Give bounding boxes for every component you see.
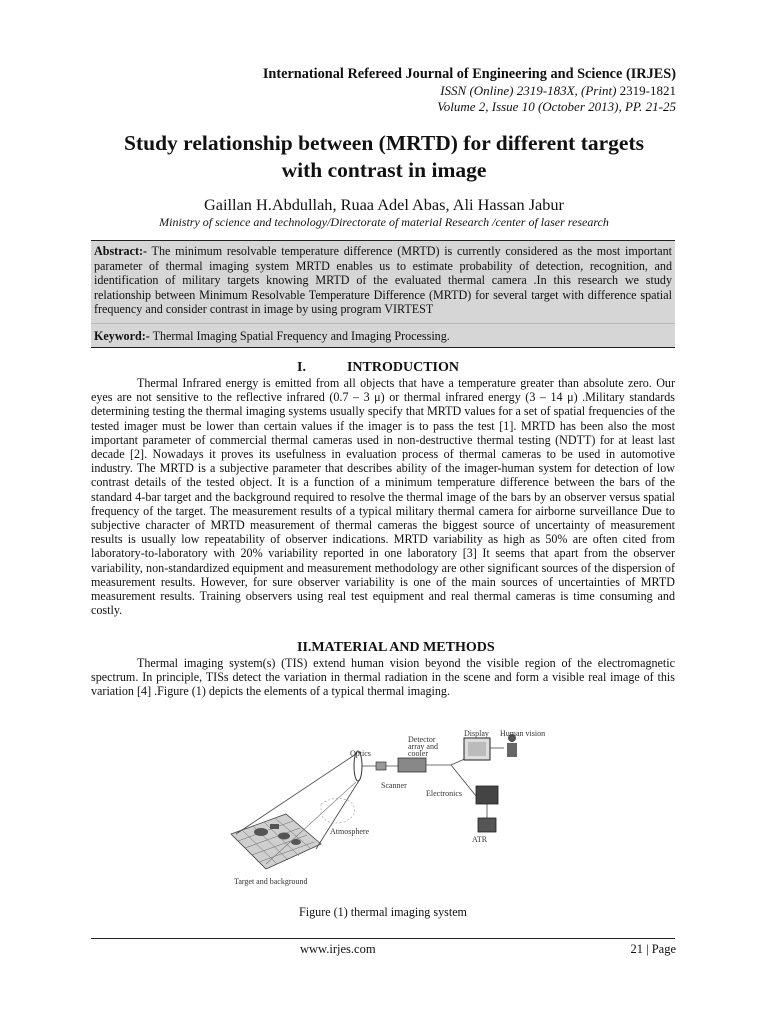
section-number: I.	[297, 360, 306, 375]
atr-box	[478, 818, 496, 832]
introduction-paragraph: Thermal Infrared energy is emitted from all objects that have a temperature greater than absolute zero. Our eyes are not sensitive to the reflective infrared (0.7 – 3 μ) or thermal infrared energy (3 – 14 μ) .Military standards determining testing the thermal imaging systems usually specify that MRTD values for a set of spatial frequencies of the tested imager must be lower than certain values if the imager is to pass the test [1]. MRTD has been also the most important parameter of commercial thermal cameras used in non-destructive thermal testing (NDTT) for at least last decade [2]. Nowadays it proves its usefulness in evaluation process of thermal cameras to be used in automotive industry. The MRTD is a subjective parameter that describes ability of the imager-human system for detection of low contrast details of the tested object. It is a function of a minimum temperature difference between the bars of the standard 4-bar target and the background required to resolve the thermal image of the bars by an observer versus spatial frequency of the target. The measurement results of a typical military thermal camera for airborne surveillance Due to subjective character of MRTD measurement of thermal cameras the biggest source of uncertainty of measurement results is usually low repeatability of observer indications. MRTD variability as high as 50% are often cited from laboratory-to-laboratory with 20% variability reported in one laboratory [3] It seems that apart from the observer variability, non-standardized equipment and measurement methodology are other significant sources of the dispersion of measurement results. However, for sure observer variability is one of the main sources of uncertainties of MRTD measurement results. Training observers using real test equipment and real thermal cameras is time consuming and costly.	[91, 376, 675, 618]
volume-line: Volume 2, Issue 10 (October 2013), PP. 21-25	[437, 99, 676, 114]
title-line-1: Study relationship between (MRTD) for different targets	[124, 131, 644, 155]
issn-print: 2319-1821	[619, 83, 676, 98]
label-atmosphere: Atmosphere	[330, 827, 370, 836]
label-display: Display	[464, 729, 489, 738]
issn-online: ISSN (Online) 2319-183X, (Print)	[440, 83, 617, 98]
footer-divider	[91, 938, 675, 939]
figure-caption: Figure (1) thermal imaging system	[299, 905, 467, 919]
keyword-divider	[91, 323, 675, 324]
abstract-label: Abstract:-	[94, 244, 148, 258]
journal-header	[263, 66, 676, 115]
journal-name: International Refereed Journal of Engineering and Science (IRJES)	[262, 66, 676, 82]
label-human-vision: Human vision	[500, 729, 546, 738]
section-title: INTRODUCTION	[346, 360, 459, 375]
issn-line	[263, 83, 676, 99]
section-heading-methods	[91, 640, 675, 656]
label-detector-2: array and	[408, 742, 438, 751]
display-screen	[468, 742, 486, 756]
label-atr: ATR	[472, 835, 488, 844]
atmosphere-haze	[321, 798, 355, 823]
section-title: MATERIAL AND METHODS	[311, 640, 495, 655]
section-number: II.	[297, 640, 312, 655]
keyword-text: Thermal Imaging Spatial Frequency and Imaging Processing.	[149, 329, 450, 343]
label-electronics: Electronics	[426, 789, 462, 798]
keywords	[94, 329, 672, 344]
keyword-label: Keyword:-	[94, 329, 150, 343]
abstract-text: The minimum resolvable temperature difference (MRTD) is currently considered as the most important parameter of thermal imaging system MRTD enables us to estimate probability of detection, recognition, and identification of military targets knowing MRTD of the evaluated thermal camera .In this research we study relationship between Minimum Resolvable Temperature Difference (MRTD) for several target with difference spatial frequency and consider contrast in image by using program VIRTEST	[94, 244, 672, 317]
label-scanner: Scanner	[381, 781, 407, 790]
paper-title	[60, 130, 708, 184]
beam-line-top	[236, 754, 356, 834]
detector-array	[398, 758, 426, 772]
authors: Gaillan H.Abdullah, Ruaa Adel Abas, Ali Hassan Jabur	[204, 195, 564, 214]
label-detector-1: Detector	[408, 735, 436, 744]
scanner-mirror	[376, 762, 386, 770]
target-grid	[231, 814, 321, 869]
electronics-box	[476, 786, 498, 804]
label-detector-3: cooler	[408, 749, 428, 758]
abstract-box	[91, 240, 675, 348]
footer-url[interactable]: www.irjes.com	[300, 942, 376, 956]
methods-paragraph: Thermal imaging system(s) (TIS) extend human vision beyond the visible region of the electromagnetic spectrum. In principle, TISs detect the variation in thermal radiation in the scene and form a visible real image of this variation [4] .Figure (1) depicts the elements of a typical thermal imaging.	[91, 656, 675, 699]
affiliation: Ministry of science and technology/Directorate of material Research /center of laser research	[159, 215, 609, 229]
page-number: 21 | Page	[630, 942, 676, 956]
label-target: Target and background	[234, 877, 308, 886]
human-body-icon	[507, 743, 517, 757]
beam-line-bottom	[316, 779, 360, 849]
title-line-2: with contrast in image	[281, 158, 487, 182]
label-optics: Optics	[350, 749, 371, 758]
abstract	[94, 244, 672, 317]
section-heading-introduction	[91, 360, 675, 376]
thermal-imaging-figure	[226, 724, 556, 894]
